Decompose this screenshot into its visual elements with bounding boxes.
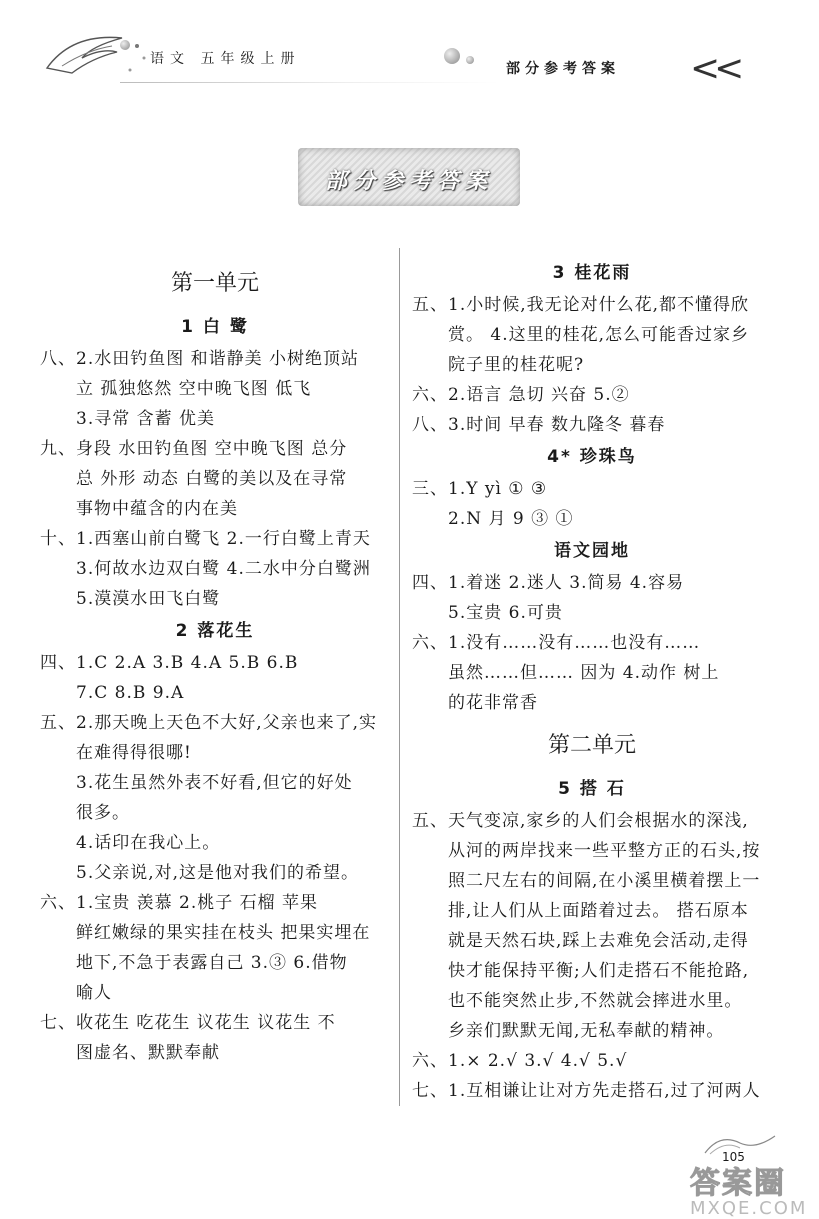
answer-line: 照二尺左右的间隔,在小溪里横着摆上一	[448, 871, 761, 891]
answer-line: 四、1.着迷 2.迷人 3.简易 4.容易	[412, 573, 685, 593]
header-rule	[120, 82, 500, 83]
watermark-url: MXQE.COM	[690, 1198, 808, 1219]
lesson-title: 3 桂花雨	[552, 263, 632, 283]
answer-line: 3.寻常 含蓄 优美	[76, 409, 216, 429]
answer-line: 2.N 月 9 ③ ①	[448, 509, 574, 529]
answer-line: 就是天然石块,踩上去难免会活动,走得	[448, 931, 749, 951]
orb-decoration-icon	[466, 56, 474, 64]
answer-line: 乡亲们默默无闻,无私奉献的精神。	[448, 1021, 725, 1041]
answer-line: 三、1.Y yì ① ③	[412, 479, 548, 499]
lesson-answers	[40, 648, 390, 1068]
answer-line: 九、身段 水田钓鱼图 空中晚飞图 总分	[40, 439, 348, 459]
watermark	[690, 1158, 807, 1219]
answer-line: 六、1.没有……没有……也没有……	[412, 633, 701, 653]
lesson-title: 2 落花生	[175, 621, 255, 641]
answer-line: 总 外形 动态 白鹭的美以及在寻常	[76, 469, 348, 489]
right-column	[412, 256, 772, 1106]
answer-line: 立 孤独悠然 空中晚飞图 低飞	[76, 379, 312, 399]
banner-title: 部分参考答案	[324, 169, 493, 194]
page-header	[0, 0, 819, 110]
answer-line: 3.花生虽然外表不好看,但它的好处	[76, 773, 353, 793]
left-column	[40, 262, 390, 1068]
answer-line: 七、收花生 吃花生 议花生 议花生 不	[40, 1013, 336, 1033]
unit-title: 第二单元	[547, 733, 636, 758]
unit-title: 第一单元	[170, 271, 259, 296]
header-section-title: 部分参考答案	[506, 61, 620, 77]
section-banner	[298, 148, 520, 206]
answer-line: 虽然……但…… 因为 4.动作 树上	[448, 663, 720, 683]
lesson-title: 1 白 鹭	[181, 317, 249, 337]
orb-decoration-icon	[444, 48, 460, 64]
lesson-answers	[412, 568, 772, 718]
answer-line: 5.宝贵 6.可贵	[448, 603, 563, 623]
answer-line: 六、1.× 2.√ 3.√ 4.√ 5.√	[412, 1051, 628, 1071]
answer-line: 也不能突然止步,不然就会摔进水里。	[448, 991, 743, 1011]
answer-line: 四、1.C 2.A 3.B 4.A 5.B 6.B	[40, 653, 299, 673]
answer-line: 地下,不急于表露自己 3.③ 6.借物	[76, 953, 348, 973]
lesson-title: 4* 珍珠鸟	[547, 447, 637, 467]
answer-line: 很多。	[76, 803, 130, 823]
answer-line: 五、2.那天晚上天色不大好,父亲也来了,实	[40, 713, 378, 733]
answer-line: 7.C 8.B 9.A	[76, 683, 185, 703]
answer-line: 快才能保持平衡;人们走搭石不能抢路,	[448, 961, 750, 981]
watermark-logo: 答案圈	[690, 1166, 786, 1201]
lesson-title: 语文园地	[554, 541, 630, 561]
column-divider	[399, 248, 400, 1106]
answer-line: 六、2.语言 急切 兴奋 5.②	[412, 385, 630, 405]
answer-line: 排,让人们从上面踏着过去。 搭石原本	[448, 901, 749, 921]
answer-line: 在难得得很哪!	[76, 743, 192, 763]
feather-decoration-icon	[42, 28, 152, 88]
answer-line: 4.话印在我心上。	[76, 833, 221, 853]
answer-line: 赏。 4.这里的桂花,怎么可能香过家乡	[448, 325, 750, 345]
chevron-left-icon: <<	[690, 48, 739, 89]
answer-line: 七、1.互相谦让让对方先走搭石,过了河两人	[412, 1081, 761, 1101]
answer-line: 从河的两岸找来一些平整方正的石头,按	[448, 841, 761, 861]
answer-line: 3.何故水边双白鹭 4.二水中分白鹭洲	[76, 559, 371, 579]
lesson-answers	[412, 806, 772, 1106]
answer-line: 八、3.时间 早春 数九隆冬 暮春	[412, 415, 666, 435]
answer-line: 5.父亲说,对,这是他对我们的希望。	[76, 863, 360, 883]
answer-line: 图虚名、默默奉献	[76, 1043, 220, 1063]
answer-line: 院子里的桂花呢?	[448, 355, 585, 375]
answer-line: 的花非常香	[448, 693, 538, 713]
answer-line: 5.漠漠水田飞白鹭	[76, 589, 221, 609]
lesson-answers	[40, 344, 390, 614]
answer-line: 五、1.小时候,我无论对什么花,都不懂得欣	[412, 295, 750, 315]
answer-line: 六、1.宝贵 羡慕 2.桃子 石榴 苹果	[40, 893, 319, 913]
answer-line: 五、天气变凉,家乡的人们会根据水的深浅,	[412, 811, 749, 831]
lesson-answers	[412, 474, 772, 534]
orb-decoration-icon	[120, 40, 130, 50]
answer-line: 事物中蕴含的内在美	[76, 499, 238, 519]
answer-line: 喻人	[76, 983, 112, 1003]
answer-line: 鲜红嫩绿的果实挂在枝头 把果实埋在	[76, 923, 371, 943]
header-book-title: 语文 五年级上册	[150, 51, 301, 67]
lesson-answers	[412, 290, 772, 440]
answer-line: 八、2.水田钓鱼图 和谐静美 小树绝顶站	[40, 349, 360, 369]
page-number: 105	[722, 1150, 745, 1164]
answer-line: 十、1.西塞山前白鹭飞 2.一行白鹭上青天	[40, 529, 371, 549]
lesson-title: 5 搭 石	[558, 779, 626, 799]
